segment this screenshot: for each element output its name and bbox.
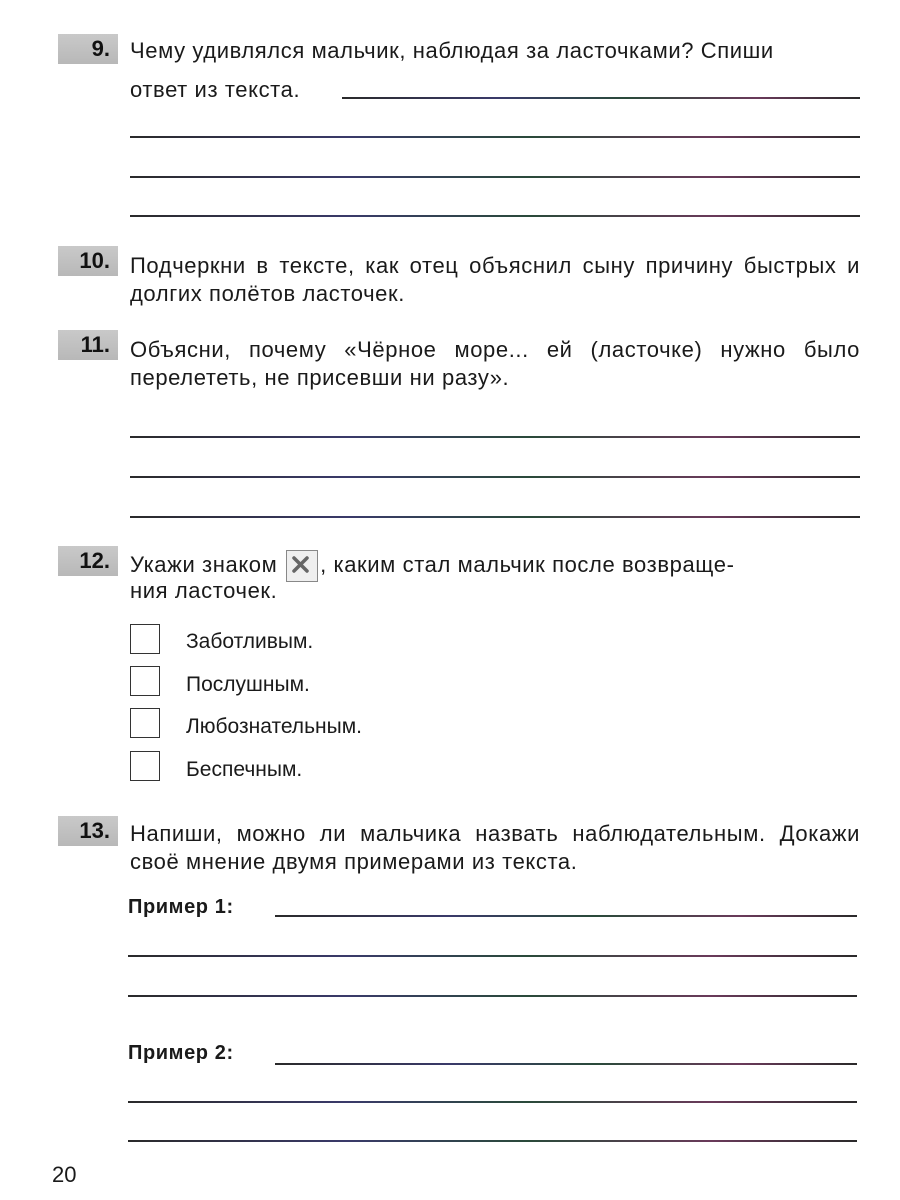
answer-line[interactable] xyxy=(275,1063,857,1065)
option-label-1: Заботливым. xyxy=(186,630,314,653)
task-13-text: Напиши, можно ли мальчика назвать наблюдательным. Докажи своё мнение двумя примерами из текста. xyxy=(130,821,860,874)
option-label-2: Послушным. xyxy=(186,673,310,696)
option-label-4: Беспечным. xyxy=(186,758,303,781)
checkbox-option-3[interactable] xyxy=(130,708,160,738)
answer-line[interactable] xyxy=(128,1140,857,1142)
task-number-9: 9. xyxy=(58,34,118,64)
task-number-11: 11. xyxy=(58,330,118,360)
page-number: 20 xyxy=(52,1162,77,1187)
task-12-text-after: , каким стал мальчик после возвраще- xyxy=(320,551,735,577)
task-10-text: Подчеркни в тексте, как отец объяснил сыну причину быстрых и долгих полётов ласточек. xyxy=(130,253,860,306)
answer-line[interactable] xyxy=(130,476,860,478)
checkbox-option-2[interactable] xyxy=(130,666,160,696)
task-12-text-before: Укажи знаком xyxy=(130,551,278,577)
answer-line[interactable] xyxy=(342,97,860,99)
task-9-text: Чему удивлялся мальчик, наблюдая за ласточками? Спиши xyxy=(130,38,774,63)
answer-line[interactable] xyxy=(128,995,857,997)
answer-line[interactable] xyxy=(128,1101,857,1103)
answer-line[interactable] xyxy=(130,136,860,138)
example-1-label: Пример 1: xyxy=(128,896,234,918)
answer-line[interactable] xyxy=(130,516,860,518)
task-number-10: 10. xyxy=(58,246,118,276)
checkbox-option-4[interactable] xyxy=(130,751,160,781)
answer-line[interactable] xyxy=(128,955,857,957)
example-2-label: Пример 2: xyxy=(128,1042,234,1064)
task-number-13: 13. xyxy=(58,816,118,846)
answer-line[interactable] xyxy=(130,176,860,178)
answer-line[interactable] xyxy=(130,436,860,438)
task-9-text-cont: ответ из текста. xyxy=(130,77,301,102)
task-12-text-line2: ния ласточек. xyxy=(130,578,278,603)
option-label-3: Любознательным. xyxy=(186,715,362,738)
task-number-12: 12. xyxy=(58,546,118,576)
answer-line[interactable] xyxy=(275,915,857,917)
checkbox-option-1[interactable] xyxy=(130,624,160,654)
answer-line[interactable] xyxy=(130,215,860,217)
task-11-text: Объясни, почему «Чёрное море... ей (ласточке) нужно было перелететь, не присевши ни разу». xyxy=(130,337,860,390)
